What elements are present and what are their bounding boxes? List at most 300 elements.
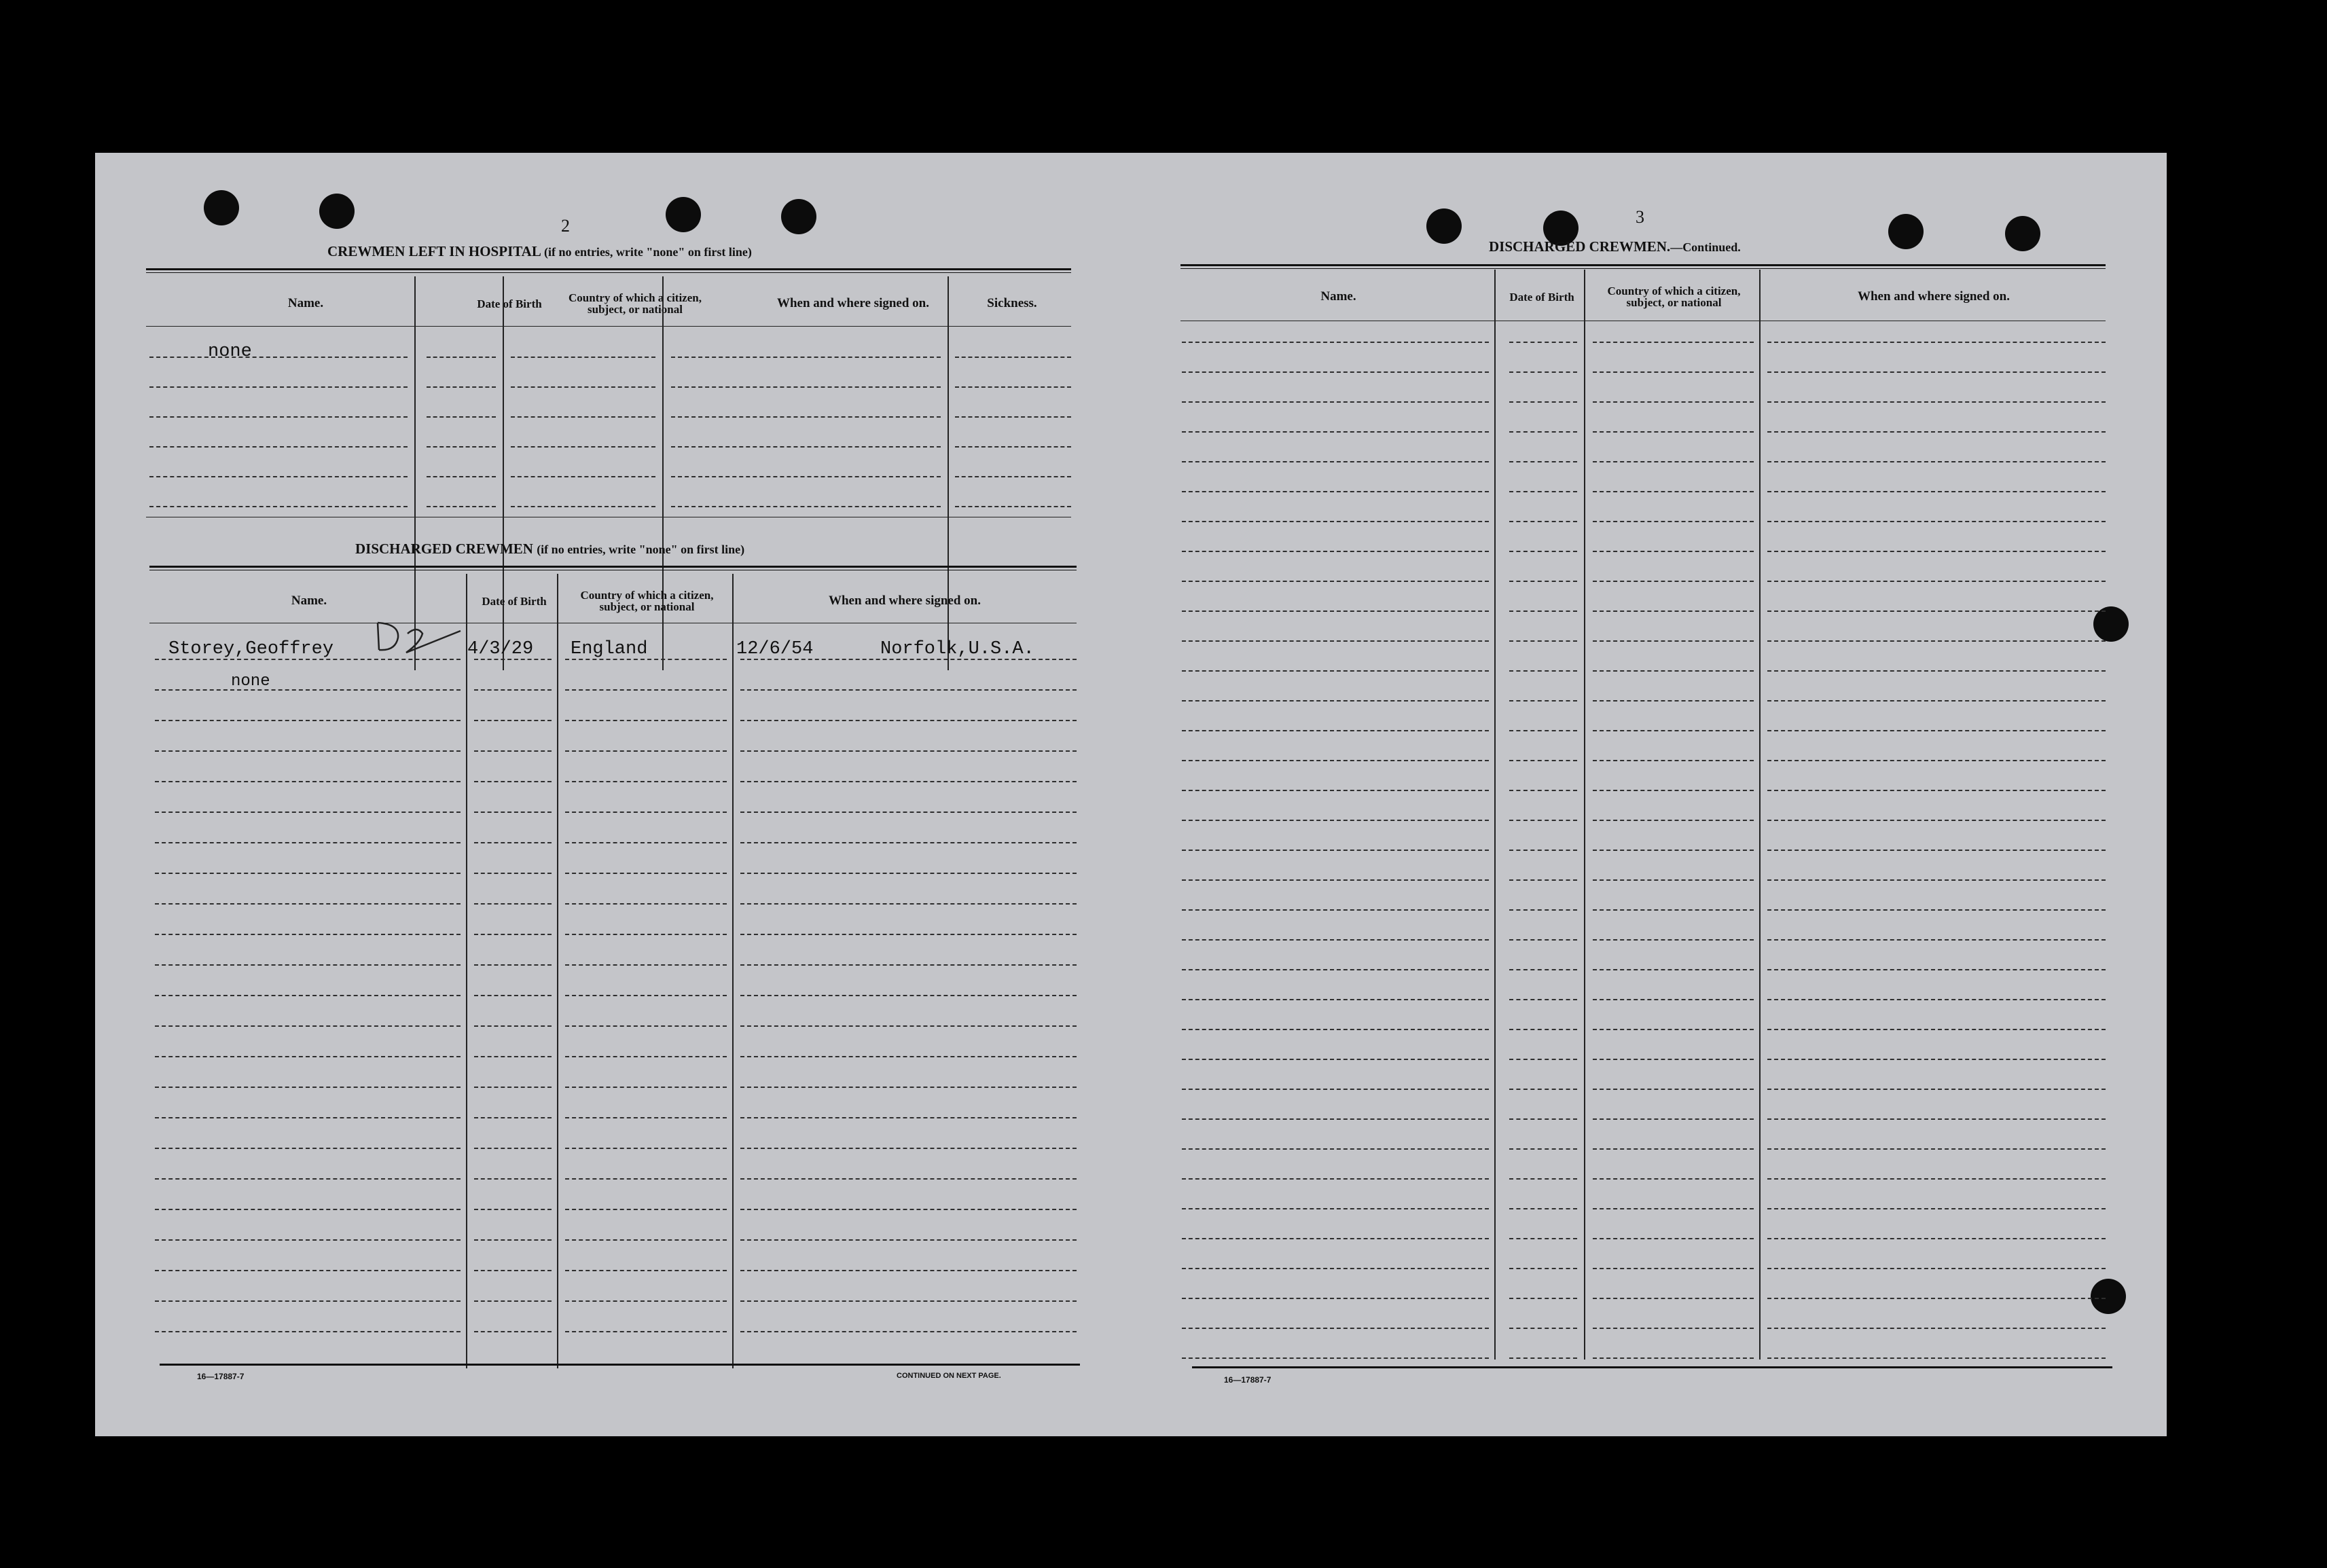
ruled-line: [1182, 1238, 1489, 1239]
ruled-line: [955, 506, 1071, 507]
ruled-line: [155, 1331, 461, 1332]
ruled-line: [565, 1117, 727, 1118]
ruled-line: [474, 1087, 552, 1088]
ruled-line: [1182, 431, 1489, 433]
ruled-line: [740, 903, 1077, 905]
ruled-line: [155, 1025, 461, 1027]
ruled-line: [1509, 461, 1577, 462]
right-section-title: [1489, 238, 1741, 255]
ruled-line: [155, 1209, 461, 1210]
ruled-line: [1767, 670, 2106, 672]
ruled-line: [1593, 939, 1754, 941]
ruled-line: [1767, 1148, 2106, 1150]
right-col-birth: Date of Birth: [1509, 290, 1574, 304]
ruled-line: [1767, 939, 2106, 941]
ruled-line: [1182, 760, 1489, 761]
ruled-line: [474, 934, 552, 935]
ruled-line: [740, 1056, 1077, 1057]
ruled-line: [149, 506, 408, 507]
ruled-line: [955, 476, 1071, 477]
ruled-line: [1509, 939, 1577, 941]
ruled-line: [1593, 1208, 1754, 1209]
ruled-line: [565, 812, 727, 813]
ruled-line: [1593, 1059, 1754, 1060]
discharged-col-divider: [557, 574, 558, 1368]
ruled-line: [1182, 790, 1489, 791]
ruled-line: [155, 934, 461, 935]
ruled-line: [149, 386, 408, 388]
ruled-line: [1182, 461, 1489, 462]
ruled-line: [1767, 909, 2106, 911]
ruled-line: [1182, 521, 1489, 522]
ruled-line: [1593, 1268, 1754, 1269]
hospital-entry-name: none: [208, 342, 252, 362]
discharged-entry-place: Norfolk,U.S.A.: [880, 639, 1034, 659]
right-col-signed: When and where signed on.: [1857, 289, 2010, 304]
ruled-line: [1767, 521, 2106, 522]
ruled-line: [474, 873, 552, 874]
ruled-line: [1593, 581, 1754, 582]
ruled-line: [565, 1056, 727, 1057]
ruled-line: [565, 903, 727, 905]
ruled-line: [565, 934, 727, 935]
ruled-line: [1593, 521, 1754, 522]
hospital-title-note: (if no entries, write "none" on first line): [543, 245, 752, 259]
ruled-line: [1767, 790, 2106, 791]
signature-initials: [372, 616, 464, 663]
ruled-line: [565, 781, 727, 782]
ruled-line: [1509, 342, 1577, 343]
ruled-line: [1182, 371, 1489, 373]
ruled-line: [1509, 670, 1577, 672]
ruled-line: [1767, 342, 2106, 343]
ruled-line: [565, 1025, 727, 1027]
page-number: 3: [1636, 207, 1644, 227]
punch-hole: [319, 194, 355, 229]
discharged-title-note: (if no entries, write "none" on first line): [537, 543, 745, 556]
right-bottom-rule: [1192, 1366, 2112, 1368]
ruled-line: [1509, 1208, 1577, 1209]
ruled-line: [474, 812, 552, 813]
discharged-col-divider: [466, 574, 467, 1368]
ruled-line: [1767, 700, 2106, 701]
left-page: [95, 153, 1134, 1436]
ruled-line: [955, 416, 1071, 418]
ruled-line: [474, 1239, 552, 1241]
ruled-line: [1182, 401, 1489, 403]
ruled-line: [474, 1209, 552, 1210]
punch-hole: [666, 197, 701, 232]
ruled-line: [1593, 1029, 1754, 1030]
discharged-title-text: DISCHARGED CREWMEN: [355, 541, 533, 557]
ruled-line: [1509, 760, 1577, 761]
ruled-line: [1593, 969, 1754, 970]
ruled-line: [155, 812, 461, 813]
ruled-line: [1509, 551, 1577, 552]
ruled-line: [427, 446, 496, 448]
ruled-line: [511, 506, 655, 507]
ruled-line: [1593, 1298, 1754, 1299]
ruled-line: [1593, 640, 1754, 642]
discharged-entry-name: Storey,Geoffrey: [168, 639, 334, 659]
ruled-line: [565, 750, 727, 752]
ruled-line: [1182, 730, 1489, 731]
ruled-line: [1182, 850, 1489, 851]
ruled-line: [1182, 1148, 1489, 1150]
ruled-line: [1767, 1089, 2106, 1090]
ruled-line: [1767, 1118, 2106, 1120]
ruled-line: [1593, 1357, 1754, 1359]
ruled-line: [1509, 1298, 1577, 1299]
ruled-line: [740, 1209, 1077, 1210]
ruled-line: [155, 720, 461, 721]
ruled-line: [1182, 610, 1489, 612]
ruled-line: [155, 1148, 461, 1149]
ruled-line: [474, 995, 552, 996]
ruled-line: [155, 964, 461, 966]
right-col-divider: [1494, 270, 1496, 1360]
ruled-line: [1593, 371, 1754, 373]
ruled-line: [1509, 1148, 1577, 1150]
discharged-col-birth: Date of Birth: [482, 594, 547, 608]
ruled-line: [474, 689, 552, 691]
ruled-line: [155, 842, 461, 843]
ruled-line: [1182, 1328, 1489, 1329]
ruled-line: [671, 446, 941, 448]
ruled-line: [474, 1300, 552, 1302]
ruled-line: [740, 995, 1077, 996]
right-col-name: Name.: [1320, 289, 1356, 304]
ruled-line: [155, 1270, 461, 1271]
hospital-col-signed: When and where signed on.: [776, 296, 929, 310]
ruled-line: [1593, 850, 1754, 851]
ruled-line: [565, 659, 727, 660]
ruled-line: [149, 357, 408, 358]
ruled-line: [1593, 551, 1754, 552]
ruled-line: [1593, 1238, 1754, 1239]
ruled-line: [1182, 1089, 1489, 1090]
ruled-line: [1767, 1328, 2106, 1329]
ruled-line: [1509, 640, 1577, 642]
ruled-line: [671, 386, 941, 388]
ruled-line: [511, 476, 655, 477]
ruled-line: [955, 357, 1071, 358]
ruled-line: [1593, 999, 1754, 1000]
ruled-line: [155, 1117, 461, 1118]
ruled-line: [1509, 1268, 1577, 1269]
ruled-line: [1767, 760, 2106, 761]
ruled-line: [1767, 1178, 2106, 1180]
ruled-line: [1593, 461, 1754, 462]
ruled-line: [565, 720, 727, 721]
ruled-line: [1182, 1268, 1489, 1269]
ruled-line: [565, 689, 727, 691]
ruled-line: [1767, 1238, 2106, 1239]
ruled-line: [1182, 342, 1489, 343]
page-number: 2: [561, 216, 570, 236]
ruled-line: [671, 476, 941, 477]
ruled-line: [474, 781, 552, 782]
discharged-col-divider: [732, 574, 734, 1368]
ruled-line: [740, 720, 1077, 721]
ruled-line: [671, 506, 941, 507]
ruled-line: [1509, 999, 1577, 1000]
ruled-line: [474, 1117, 552, 1118]
ruled-line: [474, 1178, 552, 1180]
ruled-line: [1509, 1357, 1577, 1359]
ruled-line: [474, 750, 552, 752]
ruled-line: [1509, 700, 1577, 701]
ruled-line: [1182, 1118, 1489, 1120]
right-col-country: Country of which a citizen, subject, or national: [1607, 285, 1741, 309]
ruled-line: [155, 903, 461, 905]
ruled-line: [740, 873, 1077, 874]
hospital-title-text: CREWMEN LEFT IN HOSPITAL: [327, 243, 541, 259]
ruled-line: [1509, 1178, 1577, 1180]
ruled-line: [740, 1117, 1077, 1118]
hospital-section-title: [327, 243, 752, 260]
ruled-line: [1509, 610, 1577, 612]
ruled-line: [1182, 1357, 1489, 1359]
ruled-line: [1182, 1298, 1489, 1299]
ruled-line: [565, 1178, 727, 1180]
ruled-line: [1767, 730, 2106, 731]
ruled-line: [427, 506, 496, 507]
hospital-header-rule: [146, 326, 1071, 327]
ruled-line: [1593, 909, 1754, 911]
ruled-line: [1593, 1118, 1754, 1120]
ruled-line: [1182, 1208, 1489, 1209]
ruled-line: [1182, 1029, 1489, 1030]
ruled-line: [565, 995, 727, 996]
discharged-entry-date: 12/6/54: [736, 639, 814, 659]
ruled-line: [1593, 1148, 1754, 1150]
right-page: [1134, 153, 2167, 1436]
ruled-line: [511, 357, 655, 358]
ruled-line: [1509, 909, 1577, 911]
ruled-line: [740, 1178, 1077, 1180]
ruled-line: [155, 1178, 461, 1180]
hospital-top-rule: [146, 268, 1071, 273]
ruled-line: [1509, 581, 1577, 582]
ruled-line: [1593, 1089, 1754, 1090]
ruled-line: [1767, 879, 2106, 881]
ruled-line: [1593, 1178, 1754, 1180]
ruled-line: [565, 1300, 727, 1302]
ruled-line: [1182, 670, 1489, 672]
ruled-line: [1767, 1357, 2106, 1359]
ruled-line: [1767, 581, 2106, 582]
ruled-line: [1767, 820, 2106, 821]
ruled-line: [565, 1331, 727, 1332]
ruled-line: [155, 750, 461, 752]
hospital-col-birth: Date of Birth: [477, 297, 542, 310]
ruled-line: [565, 1209, 727, 1210]
right-col-divider: [1584, 270, 1585, 1360]
ruled-line: [565, 964, 727, 966]
ruled-line: [1509, 1328, 1577, 1329]
discharged-bottom-rule: [160, 1364, 1080, 1366]
ruled-line: [740, 964, 1077, 966]
ruled-line: [155, 1300, 461, 1302]
ruled-line: [671, 416, 941, 418]
ruled-line: [155, 689, 461, 691]
ruled-line: [740, 1331, 1077, 1332]
ruled-line: [740, 1148, 1077, 1149]
ruled-line: [1182, 581, 1489, 582]
ruled-line: [1593, 820, 1754, 821]
ruled-line: [1767, 969, 2106, 970]
ruled-line: [155, 1056, 461, 1057]
ruled-line: [427, 357, 496, 358]
ruled-line: [1593, 700, 1754, 701]
ruled-line: [1593, 610, 1754, 612]
ruled-line: [1509, 401, 1577, 403]
ruled-line: [1509, 521, 1577, 522]
ruled-line: [740, 659, 1077, 660]
ruled-line: [1767, 640, 2106, 642]
ruled-line: [474, 659, 552, 660]
ruled-line: [565, 842, 727, 843]
ruled-line: [1182, 879, 1489, 881]
ruled-line: [740, 842, 1077, 843]
ruled-line: [1593, 760, 1754, 761]
ruled-line: [565, 1087, 727, 1088]
ruled-line: [740, 1239, 1077, 1241]
punch-hole: [204, 190, 239, 225]
ruled-line: [1767, 551, 2106, 552]
discharged-top-rule: [149, 566, 1077, 570]
ruled-line: [474, 1331, 552, 1332]
ruled-line: [1509, 1118, 1577, 1120]
ruled-line: [671, 357, 941, 358]
ruled-line: [1509, 371, 1577, 373]
ruled-line: [1767, 491, 2106, 492]
ruled-line: [740, 812, 1077, 813]
ruled-line: [1182, 1178, 1489, 1180]
right-title-suffix: —Continued.: [1670, 240, 1741, 254]
ruled-line: [1593, 401, 1754, 403]
ruled-line: [1182, 969, 1489, 970]
ruled-line: [1182, 909, 1489, 911]
discharged-entry-country: England: [571, 639, 648, 659]
ruled-line: [155, 873, 461, 874]
hospital-col-country: Country of which a citizen, subject, or national: [569, 291, 702, 316]
punch-hole: [781, 199, 816, 234]
ruled-line: [474, 842, 552, 843]
ruled-line: [155, 1239, 461, 1241]
ruled-line: [740, 1025, 1077, 1027]
ruled-line: [1767, 431, 2106, 433]
ruled-line: [740, 1300, 1077, 1302]
ruled-line: [474, 1148, 552, 1149]
ruled-line: [1509, 879, 1577, 881]
discharged-section-title: [355, 541, 744, 558]
ruled-line: [1509, 431, 1577, 433]
discharged-col-name: Name.: [291, 594, 327, 608]
ruled-line: [1767, 610, 2106, 612]
ruled-line: [565, 1270, 727, 1271]
ruled-line: [1593, 790, 1754, 791]
ruled-line: [1767, 1029, 2106, 1030]
ruled-line: [1182, 820, 1489, 821]
discharged-col-country: Country of which a citizen, subject, or national: [580, 589, 714, 613]
ruled-line: [1509, 1059, 1577, 1060]
ruled-line: [1767, 371, 2106, 373]
ruled-line: [565, 1148, 727, 1149]
ruled-line: [1767, 1059, 2106, 1060]
ruled-line: [1182, 1059, 1489, 1060]
discharged-entry-none: none: [231, 672, 270, 691]
ruled-line: [1509, 820, 1577, 821]
ruled-line: [149, 446, 408, 448]
ruled-line: [427, 416, 496, 418]
ruled-line: [1509, 1089, 1577, 1090]
ruled-line: [1767, 1298, 2106, 1299]
punch-hole: [1426, 208, 1462, 244]
ruled-line: [149, 476, 408, 477]
ruled-line: [1182, 491, 1489, 492]
ruled-line: [1767, 461, 2106, 462]
ruled-line: [1182, 999, 1489, 1000]
right-title-text: DISCHARGED CREWMEN.: [1489, 238, 1671, 255]
hospital-col-sickness: Sickness.: [987, 296, 1037, 310]
ruled-line: [155, 659, 461, 660]
ruled-line: [1767, 1208, 2106, 1209]
ruled-line: [474, 903, 552, 905]
ruled-line: [740, 1087, 1077, 1088]
ruled-line: [1509, 491, 1577, 492]
ruled-line: [740, 750, 1077, 752]
ruled-line: [1593, 1328, 1754, 1329]
ruled-line: [565, 873, 727, 874]
punch-hole: [2091, 1279, 2126, 1314]
ruled-line: [474, 720, 552, 721]
ruled-line: [1509, 1029, 1577, 1030]
form-number: 16—17887-7: [197, 1372, 245, 1381]
ruled-line: [1509, 790, 1577, 791]
ruled-line: [1767, 1268, 2106, 1269]
ruled-line: [1509, 1238, 1577, 1239]
ruled-line: [474, 1025, 552, 1027]
ruled-line: [511, 446, 655, 448]
discharged-col-signed: When and where signed on.: [828, 594, 981, 608]
ruled-line: [1767, 850, 2106, 851]
ruled-line: [1182, 640, 1489, 642]
ruled-line: [740, 689, 1077, 691]
ruled-line: [474, 1270, 552, 1271]
ruled-line: [1509, 850, 1577, 851]
ruled-line: [1593, 342, 1754, 343]
ruled-line: [1593, 730, 1754, 731]
ruled-line: [1509, 969, 1577, 970]
ruled-line: [1182, 939, 1489, 941]
ruled-line: [565, 1239, 727, 1241]
ruled-line: [1182, 551, 1489, 552]
hospital-col-name: Name.: [287, 296, 324, 310]
ruled-line: [955, 446, 1071, 448]
discharged-entry-birth: 4/3/29: [467, 639, 534, 659]
ruled-line: [427, 386, 496, 388]
ruled-line: [740, 781, 1077, 782]
ruled-line: [155, 995, 461, 996]
right-col-divider: [1759, 270, 1761, 1360]
ruled-line: [955, 386, 1071, 388]
ruled-line: [1767, 999, 2106, 1000]
ruled-line: [1593, 431, 1754, 433]
ruled-line: [1593, 670, 1754, 672]
ruled-line: [474, 964, 552, 966]
